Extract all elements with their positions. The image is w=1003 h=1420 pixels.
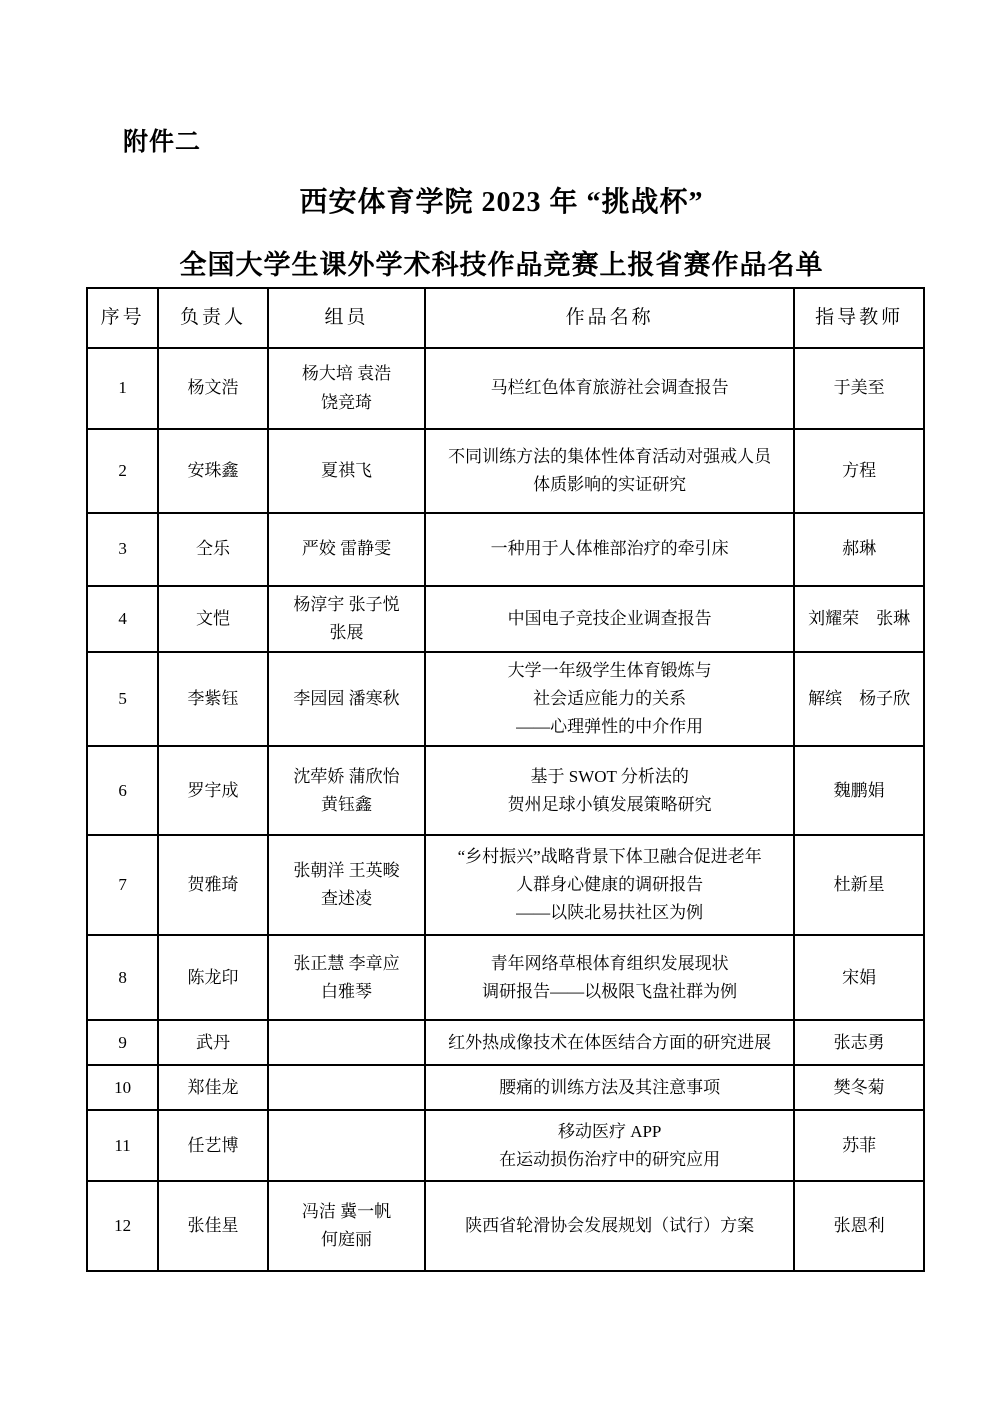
table-row (87, 1110, 924, 1181)
cell-members (268, 348, 425, 429)
table-row (87, 1181, 924, 1271)
table-row (87, 935, 924, 1020)
cell-work-title (425, 1065, 794, 1110)
table-row (87, 1020, 924, 1065)
table-body (87, 348, 924, 1271)
cell-leader: 贺雅琦 (158, 835, 268, 935)
cell-line: “乡村振兴”战略背景下体卫融合促进老年 (457, 847, 762, 867)
cell-work-title (425, 1020, 794, 1065)
cell-line: 社会适应能力的关系 (533, 689, 687, 709)
cell-work-title (425, 935, 794, 1020)
cell-leader: 李紫钰 (158, 652, 268, 746)
cell-members (268, 1065, 425, 1110)
cell-no: 5 (87, 652, 158, 746)
cell-line: 何庭丽 (320, 1230, 372, 1250)
cell-line: 调研报告——以极限飞盘社群为例 (482, 981, 738, 1001)
table-row (87, 429, 924, 513)
cell-work-title (425, 1181, 794, 1271)
cell-leader: 杨文浩 (158, 348, 268, 429)
cell-line: 陕西省轮滑协会发展规划（试行）方案 (465, 1216, 755, 1236)
cell-line: 白雅琴 (320, 981, 372, 1001)
table-header-row (87, 288, 924, 348)
table-row (87, 348, 924, 429)
cell-work-title (425, 835, 794, 935)
cell-line: 严姣 雷静雯 (301, 539, 392, 559)
cell-no: 1 (87, 348, 158, 429)
cell-work-title (425, 513, 794, 586)
table-row (87, 1065, 924, 1110)
cell-no: 7 (87, 835, 158, 935)
table-row (87, 513, 924, 586)
cell-line: 杨淳宇 张子悦 (293, 595, 400, 614)
cell-no: 4 (87, 586, 158, 652)
cell-line: 中国电子竞技企业调查报告 (507, 609, 712, 629)
cell-advisor: 方程 (794, 429, 924, 513)
cell-line: 一种用于人体椎部治疗的牵引床 (490, 539, 729, 559)
document-title-line1: 西安体育学院 2023 年 “挑战杯” (299, 187, 704, 218)
column-header-2: 组员 (268, 288, 425, 348)
cell-leader: 武丹 (158, 1020, 268, 1065)
column-header-4: 指导教师 (794, 288, 924, 348)
table-row (87, 652, 924, 746)
cell-work-title (425, 652, 794, 746)
cell-members (268, 746, 425, 835)
column-header-3: 作品名称 (425, 288, 794, 348)
cell-members (268, 1020, 425, 1065)
cell-line: 贺州足球小镇发展策略研究 (507, 794, 712, 814)
table-row (87, 746, 924, 835)
cell-leader: 陈龙印 (158, 935, 268, 1020)
cell-advisor: 刘耀荣 张琳 (794, 586, 924, 652)
cell-leader: 文恺 (158, 586, 268, 652)
document-title-line2: 全国大学生课外学术科技作品竞赛上报省赛作品名单 (179, 250, 824, 280)
cell-line: 青年网络草根体育组织发展现状 (490, 953, 729, 973)
cell-line: 不同训练方法的集体性体育活动对强戒人员 (448, 446, 772, 466)
cell-no: 12 (87, 1181, 158, 1271)
cell-members (268, 429, 425, 513)
cell-advisor: 张恩利 (794, 1181, 924, 1271)
cell-no: 11 (87, 1110, 158, 1181)
cell-leader: 仝乐 (158, 513, 268, 586)
cell-members (268, 1181, 425, 1271)
cell-no: 6 (87, 746, 158, 835)
cell-no: 8 (87, 935, 158, 1020)
cell-advisor: 苏菲 (794, 1110, 924, 1181)
cell-work-title (425, 746, 794, 835)
cell-line: 夏祺飞 (320, 460, 372, 480)
cell-members (268, 935, 425, 1020)
cell-members (268, 586, 425, 652)
attachment-label: 附件二 (123, 128, 202, 156)
cell-line: ——以陕北易扶社区为例 (516, 903, 704, 923)
cell-members (268, 835, 425, 935)
cell-line: 查述凌 (320, 889, 372, 909)
cell-line: 饶竞琦 (320, 392, 372, 412)
cell-leader: 罗宇成 (158, 746, 268, 835)
cell-line: 人群身心健康的调研报告 (516, 875, 704, 895)
cell-line: 沈荦娇 蒲欣怡 (293, 766, 400, 786)
cell-members (268, 1110, 425, 1181)
column-header-0: 序号 (87, 288, 158, 348)
cell-line: 体质影响的实证研究 (533, 475, 687, 494)
cell-members (268, 513, 425, 586)
cell-line: 移动医疗 APP (557, 1121, 662, 1141)
cell-line: 张正慧 李章应 (293, 953, 400, 973)
cell-advisor: 杜新星 (794, 835, 924, 935)
cell-line: 腰痛的训练方法及其注意事项 (499, 1077, 721, 1097)
cell-work-title (425, 429, 794, 513)
cell-advisor: 樊冬菊 (794, 1065, 924, 1110)
cell-no: 9 (87, 1020, 158, 1065)
cell-no: 3 (87, 513, 158, 586)
cell-no: 2 (87, 429, 158, 513)
cell-work-title (425, 1110, 794, 1181)
cell-line: 在运动损伤治疗中的研究应用 (499, 1149, 721, 1169)
cell-line: 马栏红色体育旅游社会调查报告 (490, 378, 729, 398)
cell-leader: 张佳星 (158, 1181, 268, 1271)
cell-work-title (425, 586, 794, 652)
cell-line: ——心理弹性的中介作用 (516, 717, 704, 737)
table-row (87, 835, 924, 935)
cell-advisor: 郝琳 (794, 513, 924, 586)
cell-members (268, 652, 425, 746)
cell-line: 李园园 潘寒秋 (293, 689, 400, 709)
works-table (86, 287, 925, 1272)
column-header-1: 负责人 (158, 288, 268, 348)
cell-line: 基于 SWOT 分析法的 (530, 766, 689, 786)
cell-leader: 郑佳龙 (158, 1065, 268, 1110)
cell-line: 张朝洋 王英畯 (293, 861, 400, 881)
cell-line: 黄钰鑫 (320, 794, 372, 814)
cell-line: 杨大培 袁浩 (301, 364, 392, 384)
cell-advisor: 解缤 杨子欣 (794, 652, 924, 746)
cell-leader: 任艺博 (158, 1110, 268, 1181)
cell-no: 10 (87, 1065, 158, 1110)
cell-advisor: 张志勇 (794, 1020, 924, 1065)
cell-line: 冯洁 冀一帆 (301, 1202, 392, 1222)
cell-advisor: 魏鹏娟 (794, 746, 924, 835)
table-row (87, 586, 924, 652)
cell-advisor: 宋娟 (794, 935, 924, 1020)
cell-leader: 安珠鑫 (158, 429, 268, 513)
cell-line: 大学一年级学生体育锻炼与 (507, 661, 712, 681)
cell-line: 张展 (329, 623, 364, 643)
cell-line: 红外热成像技术在体医结合方面的研究进展 (448, 1032, 772, 1052)
cell-advisor: 于美至 (794, 348, 924, 429)
cell-work-title (425, 348, 794, 429)
